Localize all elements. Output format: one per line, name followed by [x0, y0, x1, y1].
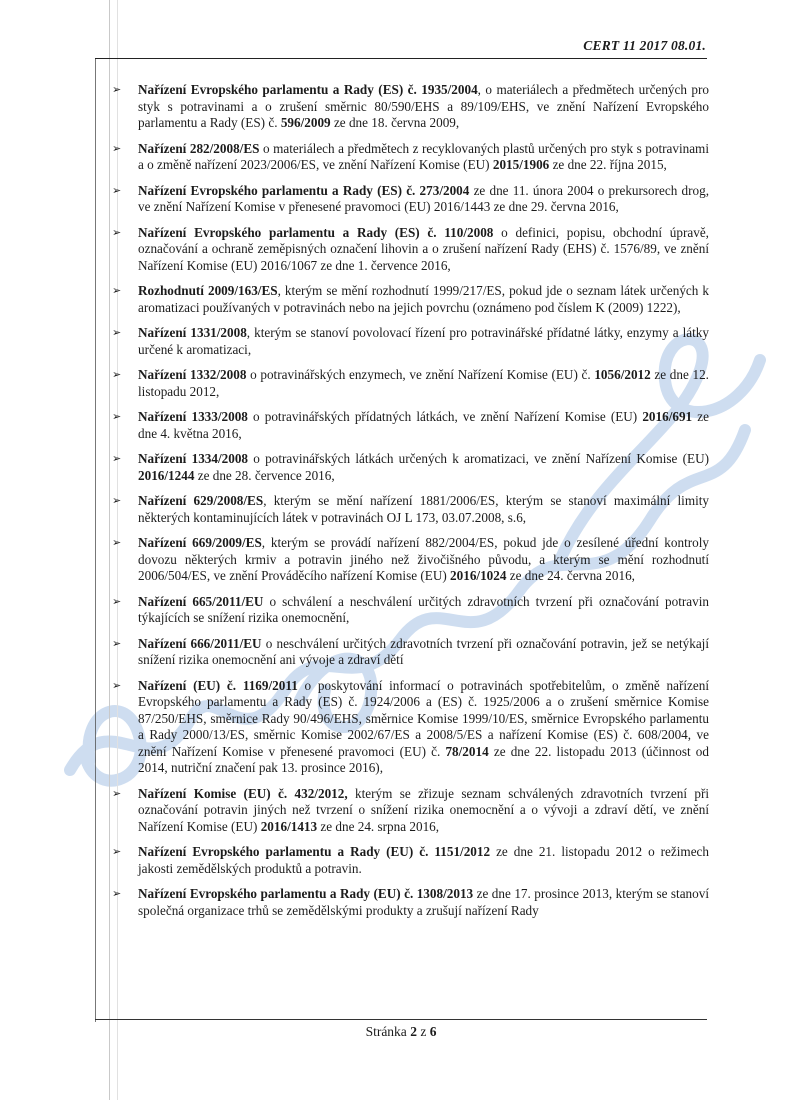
document-reference: CERT 11 2017 08.01. [583, 38, 706, 53]
list-item-text: Nařízení Evropského parlamentu a Rady (ES) č. 110/2008 o definici, popisu, obchodní úpravě, označování a ochraně zeměpisných označení lihovin a o zrušení nařízení Rady (EHS) č. 1576/89, ve znění Nařízení Komise (EU) 2016/1067 ze dne 1. července 2016, [138, 224, 709, 273]
list-item [112, 225, 709, 275]
arrow-bullet-icon: ➢ [112, 887, 122, 900]
footer-separator: z [420, 1024, 427, 1039]
list-item [112, 451, 709, 484]
total-pages: 6 [429, 1024, 437, 1039]
list-item-text: Nařízení 666/2011/EU o neschválení určitých zdravotních tvrzení při označování potravin, jež se netýkají snížení rizika onemocnění ani vývoje a zdraví dětí [138, 635, 709, 667]
list-item [112, 409, 709, 442]
arrow-bullet-icon: ➢ [112, 636, 122, 650]
list-item [112, 183, 709, 216]
arrow-bullet-icon: ➢ [112, 594, 122, 608]
arrow-bullet-icon: ➢ [112, 83, 122, 96]
list-item [112, 786, 709, 836]
list-item-text: Nařízení 665/2011/EU o schválení a neschválení určitých zdravotních tvrzení při označování potravin týkajících se snížení rizika onemocnění, [138, 593, 709, 625]
list-item-text: Nařízení Evropského parlamentu a Rady (ES) č. 1935/2004, o materiálech a předmětech určených pro styk s potravinami a o zrušení směrnic 80/590/EHS a 89/109/EHS, ve znění Nařízení Evropského parlamentu a Rady (ES) č. 596/2009 ze dne 18. června 2009, [138, 82, 709, 130]
arrow-bullet-icon: ➢ [112, 678, 122, 692]
arrow-bullet-icon: ➢ [112, 845, 122, 858]
list-item [112, 594, 709, 627]
list-item-text: Rozhodnutí 2009/163/ES, kterým se mění rozhodnutí 1999/217/ES, pokud jde o seznam látek určených k aromatizaci používaných v potravinách nebo na jejich povrchu (oznámeno pod číslem K (2009) 1222), [138, 283, 710, 315]
arrow-bullet-icon: ➢ [112, 284, 122, 297]
list-item [112, 283, 709, 316]
list-item [112, 82, 709, 132]
scan-artifact-line [109, 0, 110, 1100]
arrow-bullet-icon: ➢ [112, 536, 122, 549]
list-item [112, 886, 709, 919]
list-item [112, 141, 709, 174]
list-item [112, 535, 709, 585]
regulation-list [112, 82, 709, 928]
list-item [112, 844, 709, 877]
arrow-bullet-icon: ➢ [112, 786, 122, 800]
arrow-bullet-icon: ➢ [112, 225, 122, 239]
list-item-text: Nařízení 629/2008/ES, kterým se mění nařízení 1881/2006/ES, kterým se stanoví maximální limity některých kontaminujících látek v potravinách OJ L 173, 03.07.2008, s.6, [138, 493, 709, 525]
arrow-bullet-icon: ➢ [112, 183, 122, 197]
list-item-text: Nařízení 1331/2008, kterým se stanoví povolovací řízení pro potravinářské přídatné látky, enzymy a látky určené k aromatizaci, [138, 325, 709, 357]
header-divider [95, 58, 707, 59]
arrow-bullet-icon: ➢ [112, 410, 122, 423]
arrow-bullet-icon: ➢ [112, 368, 122, 381]
page-footer [95, 1024, 707, 1040]
page-number: 2 [410, 1024, 417, 1039]
list-item [112, 493, 709, 526]
list-item-text: Nařízení (EU) č. 1169/2011 o poskytování informací o potravinách spotřebitelům, o změně nařízení Evropského parlamentu a Rady (ES) č. 1924/2006 a (ES) č. 1925/2006 a o zrušení směrnice Komise 87/250/EHS, směrnice Rady 90/496/EHS, směrnice Komise 1999/10/ES, směrnice Evropského parlamentu a Rady 2000/13/ES, směrnic Komise 2002/67/ES a 2008/5/ES a nařízení Komise (ES) č. 608/2004, ve znění Nařízení Komise v přenesené pravomoci (EU) č. 78/2014 ze dne 22. listopadu 2013 (účinnost od 2014, nutriční značení pak 13. prosince 2016), [138, 677, 709, 775]
list-item-text: Nařízení 1333/2008 o potravinářských přídatných látkách, ve znění Nařízení Komise (EU) 2016/691 ze dne 4. května 2016, [138, 409, 709, 441]
footer-label: Stránka [365, 1024, 407, 1039]
list-item-text: Nařízení Evropského parlamentu a Rady (ES) č. 273/2004 ze dne 11. února 2004 o prekursorech drog, ve znění Nařízení Komise v přenesené pravomoci (EU) 2016/1443 ze dne 29. června 2016, [138, 182, 709, 214]
list-item [112, 325, 709, 358]
list-item-text: Nařízení Komise (EU) č. 432/2012, kterým se zřizuje seznam schválených zdravotních tvrzení při označování potravin jiných než tvrzení o snížení rizika onemocnění a o vývoji a zdraví dětí, ve znění Nařízení Komise (EU) 2016/1413 ze dne 24. srpna 2016, [138, 785, 709, 834]
scan-artifact-line [95, 58, 96, 1022]
list-item-text: Nařízení Evropského parlamentu a Rady (EU) č. 1308/2013 ze dne 17. prosince 2013, kterým se stanoví společná organizace trhů se zemědělskými produkty a zrušují nařízení Rady [138, 886, 710, 918]
list-item-text: Nařízení 282/2008/ES o materiálech a předmětech z recyklovaných plastů určených pro styk s potravinami a o změně nařízení 2023/2006/ES, ve znění Nařízení Komise (EU) 2015/1906 ze dne 22. října 2015, [138, 140, 709, 172]
list-item-text: Nařízení 669/2009/ES, kterým se provádí nařízení 882/2004/ES, pokud jde o zesílené úřední kontroly dovozu některých krmiv a potravin jiného než živočišného původu, a kterým se mění rozhodnutí 2006/504/ES, ve znění Prováděcího nařízení Komise (EU) 2016/1024 ze dne 24. června 2016, [138, 535, 709, 583]
arrow-bullet-icon: ➢ [112, 326, 122, 339]
list-item-text: Nařízení 1332/2008 o potravinářských enzymech, ve znění Nařízení Komise (EU) č. 1056/2012 ze dne 12. listopadu 2012, [138, 367, 709, 399]
footer-divider [95, 1019, 707, 1020]
list-item [112, 678, 709, 777]
arrow-bullet-icon: ➢ [112, 452, 122, 465]
list-item [112, 367, 709, 400]
list-item-text: Nařízení 1334/2008 o potravinářských látkách určených k aromatizaci, ve znění Nařízení Komise (EU) 2016/1244 ze dne 28. července 2016, [138, 451, 709, 483]
list-item-text: Nařízení Evropského parlamentu a Rady (EU) č. 1151/2012 ze dne 21. listopadu 2012 o režimech jakosti zemědělských produktů a potravin. [138, 844, 709, 876]
arrow-bullet-icon: ➢ [112, 494, 122, 507]
arrow-bullet-icon: ➢ [112, 141, 122, 155]
list-item [112, 636, 709, 669]
